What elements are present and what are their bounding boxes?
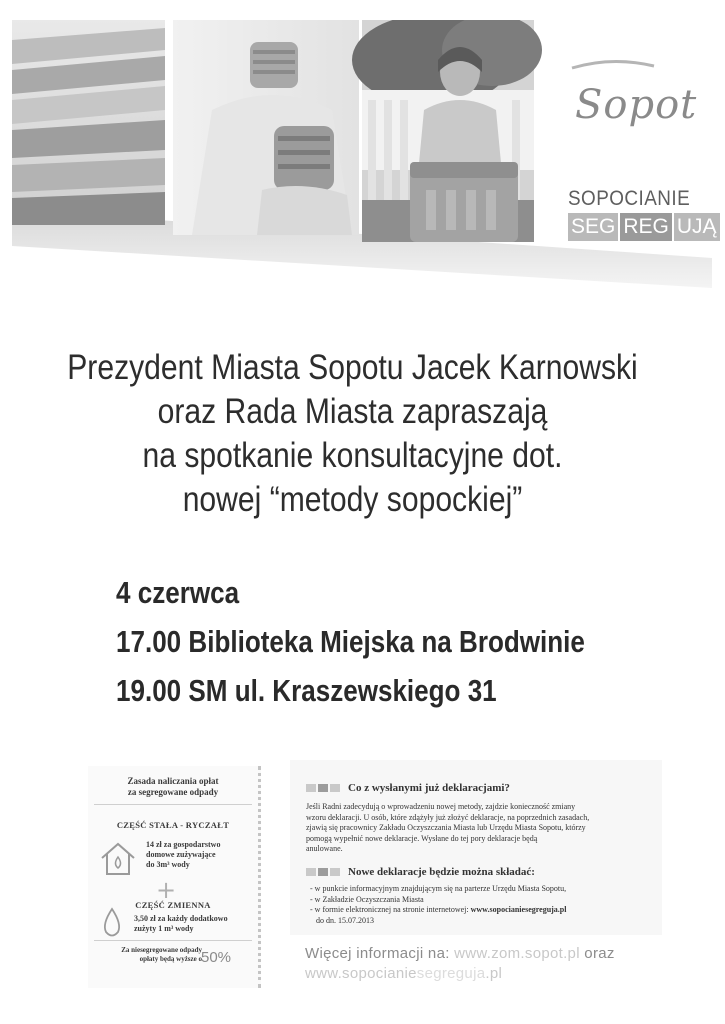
heading-bullets-icon — [306, 784, 340, 792]
header-banner — [12, 20, 717, 290]
variable-part-text — [134, 914, 228, 934]
fixed-part-heading: CZĘŚĆ STAŁA - RYCZAŁT — [116, 820, 230, 830]
declarations-info-panel — [290, 760, 662, 935]
fixed-line-3: do 3m³ wody — [146, 860, 190, 869]
q1-line-3: zjawią się pracownicy Zakładu Oczyszczania Miasta lub Urzędu Miasta Sopotu, którzy — [306, 823, 586, 832]
event-session-2: 19.00 SM ul. Kraszewskiego 31 — [116, 673, 497, 708]
variable-line-2: zużyty 1 m³ wody — [134, 924, 194, 933]
divider — [94, 804, 252, 805]
water-drop-icon — [100, 906, 124, 940]
headline-line-4: nowej “metody sopockiej” — [182, 480, 523, 519]
event-date: 4 czerwca — [116, 575, 240, 610]
brand-line-sopocianie: SOPOCIANIE — [568, 187, 691, 210]
q1-body — [306, 802, 589, 855]
more-info-line — [305, 944, 675, 984]
q1-line-4: pomogą wypełnić nowe deklaracje. Wysłane do tej pory deklaracje będą — [306, 833, 538, 843]
newspapers-photo — [12, 20, 165, 225]
segreguja-link-part-1[interactable]: www.sopocianie — [305, 965, 417, 982]
brand-seg-1: SEG — [568, 213, 618, 241]
bottles-photo — [173, 20, 359, 235]
brand-seg-2: REG — [620, 213, 672, 241]
q1-line-1: Jeśli Radni zadecydują o wprowadzeniu nowej metody, zajdzie konieczność zmiany — [306, 802, 576, 811]
divider — [94, 940, 252, 941]
more-info-prefix: Więcej informacji na: — [305, 945, 455, 962]
variable-part-heading: CZĘŚĆ ZMIENNA — [135, 900, 211, 910]
heading-bullets-icon — [306, 868, 340, 876]
fee-rules-card — [88, 766, 261, 988]
event-session-1: 17.00 Biblioteka Miejska na Brodwinie — [116, 624, 585, 659]
q2-item-2: - w Zakładzie Oczyszczania Miasta — [310, 894, 424, 904]
q1-line-5: anulowane. — [306, 844, 343, 853]
plus-sign: + — [156, 876, 177, 904]
q2-item-4: do dn. 15.07.2013 — [316, 915, 374, 925]
q2-heading-row — [306, 866, 535, 878]
swoosh-icon — [572, 61, 654, 68]
fee-card-title-line-2: za segregowane odpady — [127, 787, 219, 797]
headline-line-3: na spotkanie konsultacyjne dot. — [142, 436, 563, 475]
unsorted-line-1: Za niesegregowane odpady — [121, 946, 202, 954]
headline-line-1: Prezydent Miasta Sopotu Jacek Karnowski — [67, 348, 638, 387]
fee-card-title-line-1: Zasada naliczania opłat — [127, 776, 219, 786]
q1-heading-row — [306, 782, 510, 794]
fee-card-title — [88, 776, 258, 798]
woman-with-bin-photo — [352, 20, 542, 242]
segreguja-link-part-3[interactable]: .pl — [485, 965, 503, 982]
segreguja-link-part-2[interactable]: segreguja — [416, 965, 486, 982]
q1-line-2: wzoru deklaracji. U osób, które zdążyły już złożyć deklaracje, na poprzednich zasadach, — [306, 812, 590, 822]
unsorted-line-2: opłaty będą wyższe o — [139, 955, 202, 963]
q2-list — [310, 884, 566, 926]
invitation-headline — [67, 346, 639, 522]
banner-photo-collage — [12, 20, 712, 290]
more-info-joiner: oraz — [579, 945, 615, 962]
declaration-website-link[interactable]: www.sopocianiesegreguja.pl — [470, 905, 567, 914]
unsorted-note — [92, 946, 202, 964]
house-icon — [98, 838, 138, 878]
fixed-part-text — [146, 840, 220, 870]
variable-line-1: 3,50 zł za każdy dodatkowo — [134, 914, 228, 923]
headline-line-2: oraz Rada Miasta zapraszają — [157, 392, 548, 431]
brand-seg-3: UJĄ — [674, 213, 720, 241]
q2-item-1: - w punkcie informacyjnym znajdującym się na parterze Urzędu Miasta Sopotu, — [310, 884, 567, 893]
fixed-line-2: domowe zużywające — [146, 850, 216, 859]
event-details — [116, 568, 674, 715]
q1-heading: Co z wysłanymi już deklaracjami? — [348, 782, 510, 794]
unsorted-percentage: 50% — [201, 949, 232, 966]
brand-line-segregujа — [568, 213, 720, 241]
q2-heading: Nowe deklaracje będzie można składać: — [348, 866, 535, 878]
fixed-line-1: 14 zł za gospodarstwo — [146, 840, 221, 849]
zom-website-link[interactable]: www.zom.sopot.pl — [454, 945, 580, 962]
q2-item-3: - w formie elektronicznej na stronie internetowej: www.sopocianiesegreguja.pl — [310, 905, 567, 914]
sopot-logo: Sopot — [575, 82, 698, 128]
